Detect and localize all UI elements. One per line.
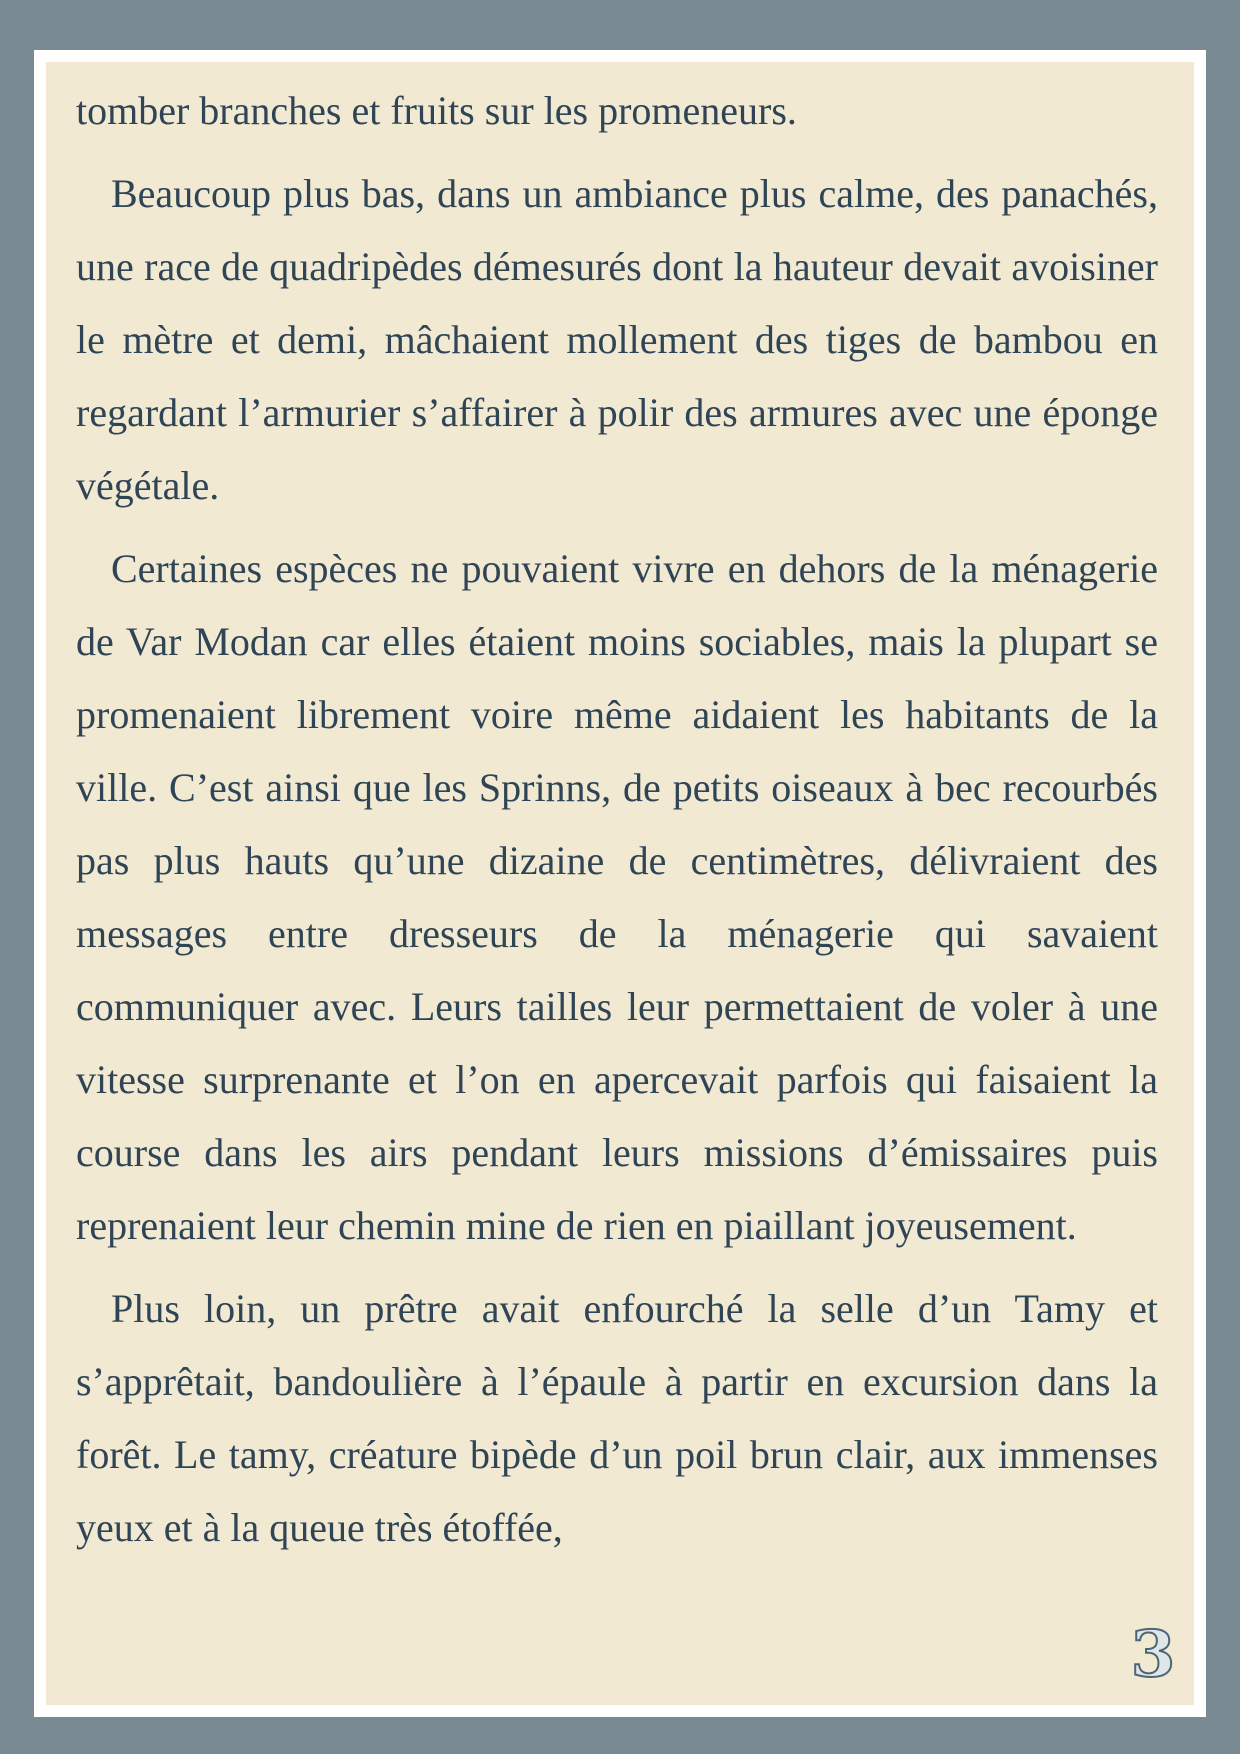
paragraph-2: Beaucoup plus bas, dans un ambiance plus calme, des panachés, une race de quadripèdes démesurés dont la hauteur devait avoisiner le mètre et demi, mâchaient mollement des tiges de bambou en regardant l’armurier s’affairer à polir des armures avec une éponge végétale.: [76, 171, 1158, 508]
page-number: 3: [1130, 1617, 1176, 1692]
paragraph-3: Certaines espèces ne pouvaient vivre en dehors de la ménagerie de Var Modan car elles étaient moins sociables, mais la plupart se promenaient librement voire même aidaient les habitants de la ville. C’est ainsi que les Sprinns, de petits oiseaux à bec recourbés pas plus hauts qu’une dizaine de centimètres, délivraient des messages entre dresseurs de la ménagerie qui savaient communiquer avec. Leurs tailles leur permettaient de voler à une vitesse surprenante et l’on en apercevait parfois qui faisaient la course dans les airs pendant leurs missions d’émissaires puis reprenaient leur chemin mine de rien en piaillant joyeusement.: [76, 546, 1158, 1248]
book-page: [46, 62, 1194, 1705]
body-text: [76, 74, 1158, 1574]
paragraph-1: tomber branches et fruits sur les promeneurs.: [76, 88, 797, 133]
paragraph-4: Plus loin, un prêtre avait enfourché la selle d’un Tamy et s’apprêtait, bandoulière à l’épaule à partir en excursion dans la forêt. Le tamy, créature bipède d’un poil brun clair, aux immenses yeux et à la queue très étoffée,: [76, 1286, 1158, 1550]
